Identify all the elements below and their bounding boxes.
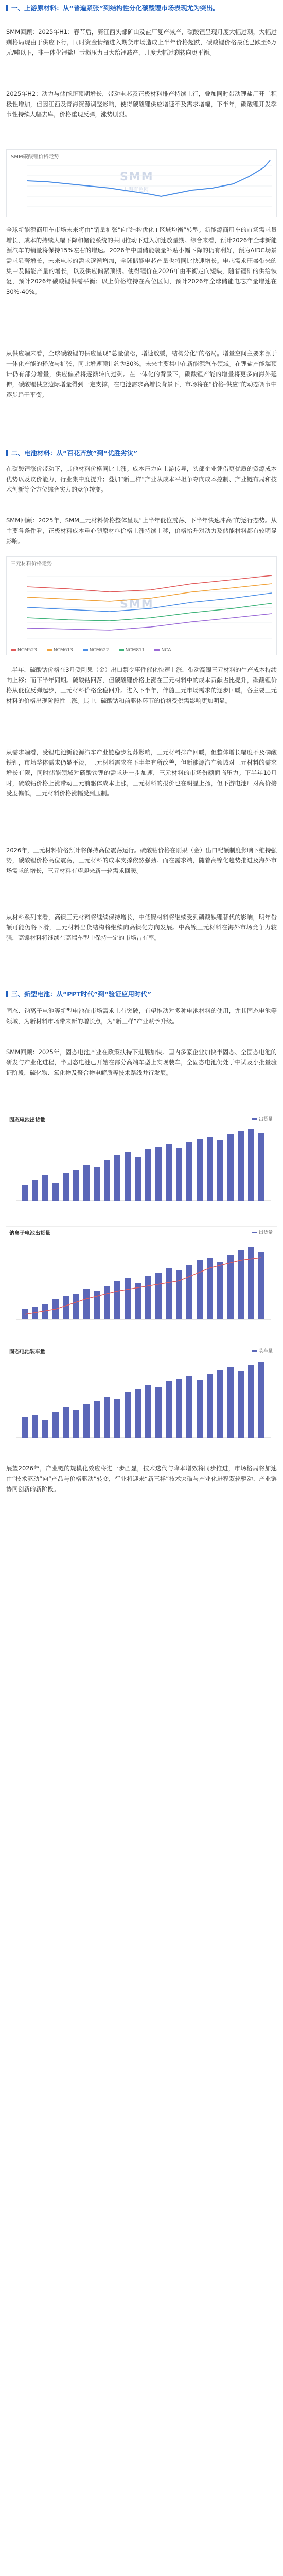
paragraph: 从供应端来看，全球碳酸锂的供应呈现“总量偏松，增速放缓，结构分化”的格局。增量空间主要来源于一体化产能的释放与扩张，同比增速预计约为30%。未来主要集中在新能源汽车领域。在锂盐产能端预计仍有部分增量，供应偏紧将逐渐转向过剩。在一体化的背景下，碳酸锂产能的增量将更多向海外延伸，碳酸锂供应边际增量得到一定支撑，在电池需求高增长背景下，市场将在“价格-供应”的动态调节中逐步趋于平衡。 bbox=[6, 350, 277, 398]
watermark-logo: SMM bbox=[120, 598, 154, 611]
bar-chart-solid-state bbox=[6, 1113, 277, 1211]
ncm-price-chart bbox=[6, 556, 277, 655]
chart-legend: 装车量 bbox=[252, 1347, 273, 1354]
bars-svg bbox=[6, 1124, 277, 1211]
chart-legend: 出货量 bbox=[252, 1229, 273, 1235]
series-line bbox=[27, 603, 272, 621]
watermark-subtitle: 上海有色网 bbox=[123, 187, 149, 193]
series-line bbox=[27, 614, 272, 630]
paragraph: SMM回顾：2025年H1：春节后，骑江西头部矿山及盐厂复产减产，碳酸锂呈现月度大幅过剩，大幅过剩格局现由于供应下行，同时资金情绪进入期货市场造成上半年价格超跌，碳酸锂价格最低已跌至6万元/吨以下，非一体化锂盐厂亏损压力日大给锂减产，月度大幅过剩转向更平衡。 bbox=[6, 28, 277, 56]
paragraph: SMM回顾：2025年，固态电池产业在政策扶持下进展加快。国内多家企业加快半固态、全固态电池的研发与产业化进程，半固态电池已开始在部分高端车型上实现装车，全固态电池仍处于中试及小批量验证阶段，硫化物、氧化物及聚合物电解质等技术路线并行发展。 bbox=[6, 1048, 277, 1076]
section-bar bbox=[6, 450, 8, 456]
series-line bbox=[27, 575, 272, 592]
chart-title: 固态电池出货量 bbox=[9, 1117, 45, 1123]
section-title-upstream: 一、上游原材料：从“普遍紧张”到结构性分化碳酸锂市场表现尤为突出。 bbox=[6, 3, 277, 13]
legend-item: NCM613 bbox=[47, 648, 77, 653]
chart-title: 三元材料价格走势 bbox=[11, 561, 52, 567]
chart-title: SMM碳酸锂价格走势 bbox=[11, 154, 59, 160]
chart-legend bbox=[11, 648, 272, 653]
legend-item: NCA bbox=[154, 648, 175, 653]
ncm-lines-svg bbox=[7, 566, 276, 649]
legend-item: NCM622 bbox=[83, 648, 113, 653]
paragraph: 2026年，三元材料价格预计将保持高位震荡运行。硫酸钴价格在刚果（金）出口配额制度影响下维持强势，碳酸锂价格高位震荡，三元材料的成本支撑依然强劲。而在需求端，随着高镍化趋势推进及海外市场需求的增长，三元材料有望迎来新一轮需求回暖。 bbox=[6, 846, 277, 874]
paragraph: SMM回顾：2025年，SMM三元材料价格整体呈现“上半年低位震荡、下半年快速冲高”的运行态势。从主要各条件看，正极材料成本重心随原材料价格上涨持续上移，价格抬升对动力及储能材料都有较明显影响。 bbox=[6, 517, 277, 545]
legend-item: NCM523 bbox=[11, 648, 41, 653]
paragraph: 固态、钠离子电池等新型电池在市场需求上有突破，有望推动对多种电池材料的使用，尤其固态电池等领域，为新材料市场带来新的增长点，为“新三样”产业赋予升级。 bbox=[6, 1007, 277, 1025]
bar-chart-sodium-ion bbox=[6, 1226, 277, 1330]
paragraph: 2025年H2：动力与储能超预期增长，带动电芯及正极材料排产持续上行，叠加同时带动锂盐厂开工积极性增加，但因江西及青海资源调整影响，使得碳酸锂供应增速不及需求增幅，下半年，碳酸锂开发季节性持续大幅去库，价格重现反弹，涨势剧烈。 bbox=[6, 90, 277, 118]
chart-title: 钠离子电池出货量 bbox=[9, 1231, 50, 1236]
section-bar bbox=[6, 991, 8, 997]
bars-svg bbox=[6, 1355, 277, 1448]
series-line bbox=[27, 593, 272, 612]
watermark-logo: SMM bbox=[120, 171, 154, 183]
paragraph: 在碳酸锂涨价带动下，其他材料价格同比上涨。成本压力向上游传导，头部企业凭借更优质的资源成本优势以及议价能力，行业集中度提升；叠加“新三样”产业从成本平坦争夺向成本控制、产业链布局和技术创新等全方位综合实力的竞争转变。 bbox=[6, 465, 277, 493]
section-title-new-batteries: 三、新型电池：从“PPT时代”到“验证应用时代” bbox=[6, 989, 277, 999]
bar-chart-installations bbox=[6, 1345, 277, 1448]
chart-title: 固态电池装车量 bbox=[9, 1349, 45, 1355]
series-line bbox=[27, 584, 272, 601]
price-line-svg bbox=[7, 150, 276, 216]
section-title-battery-materials: 二、电池材料：从“百花齐放”到“优胜劣汰” bbox=[6, 448, 277, 459]
paragraph: 从需求端看，受锂电池新能源汽车产业链稳步复苏影响，三元材料排产回暖，但整体增长幅度不及磷酸铁锂，市场整体需求仍显平淡，三元材料需求在下半年有所改善，但新能源汽车领域对三元材料的需求增长有限，同时储能领域对磷酸铁锂的需求进一步加速，三元材料的市场份额面临压力。下半年10月时，硫酸钴价格上涨带动三元前驱体成本上涨，三元材料的报价也在明显上扬，但下游电池厂对高价接受度偏低，三元材料价格涨幅受到压制。 bbox=[6, 749, 277, 797]
paragraph: 上半年，硫酸钴价格在3月受刚果（金）出口禁令事件催化快速上涨，带动高镍三元材料的生产成本持续向上移；而下半年同期。硫酸钴回落，但碳酸锂价格上涨在三元材料中的成本贡献占比提升，碳酸锂价格从低位反弹起步，三元材料价格企稳回升。进入下半年，伴随三元市场需求的逐步回暖，各主要三元材料的价格出现阶段性上涨。其中，硫酸钴和前驱体环节的价格受供需影响更加明显。 bbox=[6, 666, 277, 704]
paragraph: 从材料系列来看，高镍三元材料将继续保持增长，中低镍材料将继续受到磷酸铁锂替代的影响，明年份额可能仍将下滑，三元材料出货结构将继续向高镍化方向发展。中高镍三元材料在海外市场竞争力较强，高镍材料将继续在高端车型中保持一定的市场占有率。 bbox=[6, 913, 277, 941]
bars-svg bbox=[6, 1237, 277, 1330]
legend-item: NCM811 bbox=[119, 648, 149, 653]
paragraph: 全球新能源商用车市场未来将由“销量扩张”向“结构优化+区域均衡”转型。新能源商用车的市场需求量增长，成本的持续大幅下降和储能系统的共同推动下进入加速放量期。综合来看，预计2026年全球新能源汽车的销量将保持15%左右的增速。2026年中国储能装量补贴小幅下降的仍有利好，预为AIDC场景需求显著增长，未来电芯的需求逐渐增加，全球储能电芯产量也将同比快速增长。电芯需求旺盛带来的集中及储能产量的增长，以及供应偏紧预期。使得锂价在2026年由平衡走向短缺，随着锂矿的供给恢复，预计2026年碳酸锂供需平衡；以上价格维持在高位区间，预计2026年全球储能电芯产量增速在30%-40%。 bbox=[6, 226, 277, 295]
lithium-price-chart bbox=[6, 149, 277, 217]
chart-legend: 出货量 bbox=[252, 1115, 273, 1122]
section-bar bbox=[6, 5, 8, 11]
paragraph: 展望2026年，产业链的规模化效应将进一步凸显，技术迭代与降本增效将同步推进，市场格局将加速由“技术驱动”向“产品与价格驱动”转变，行业将迎来“新三样”技术突破与产业化进程双轮驱动、产业链协同创新的新阶段。 bbox=[6, 1465, 277, 1493]
